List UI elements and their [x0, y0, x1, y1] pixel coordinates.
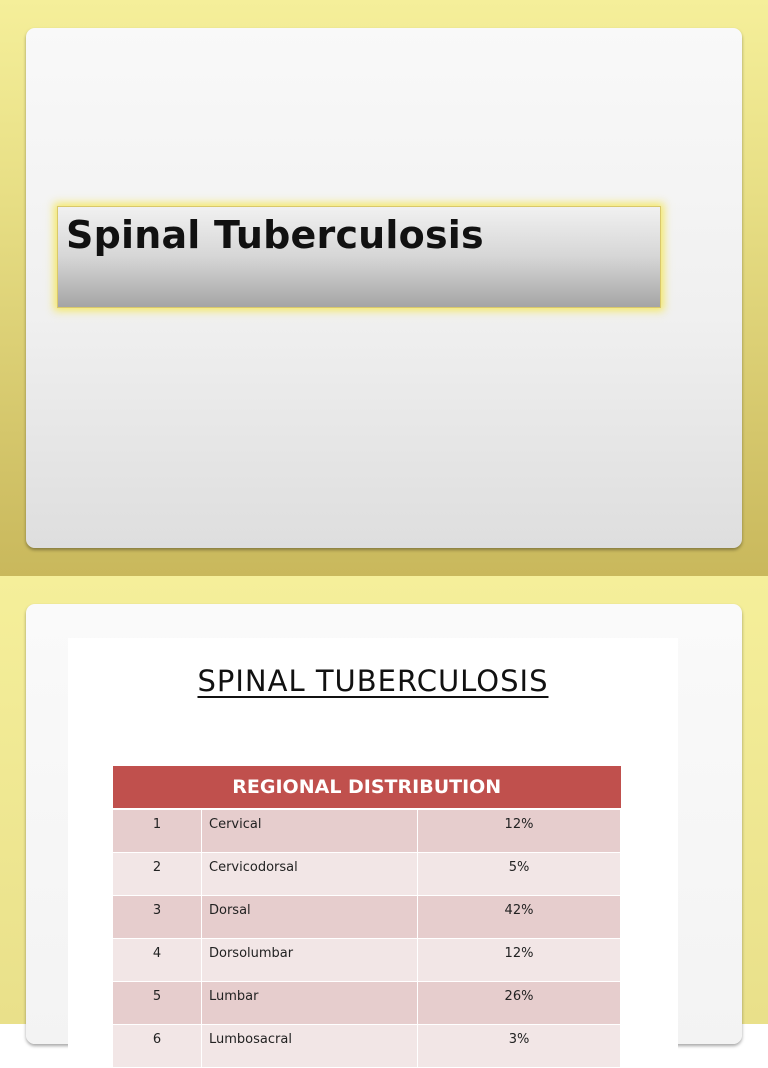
- row-percent: 12%: [418, 809, 621, 853]
- row-number: 5: [113, 982, 202, 1025]
- table-row: [113, 896, 621, 939]
- row-region: Lumbosacral: [202, 1025, 418, 1068]
- row-percent: 26%: [418, 982, 621, 1025]
- slide-2-content: [68, 638, 678, 1058]
- table-header: REGIONAL DISTRIBUTION: [113, 766, 621, 809]
- row-number: 3: [113, 896, 202, 939]
- table-row: [113, 982, 621, 1025]
- slide-1[interactable]: [26, 28, 742, 548]
- row-number: 2: [113, 853, 202, 896]
- table-header-row: [113, 766, 621, 809]
- regional-distribution-table: [113, 766, 621, 1068]
- row-percent: 42%: [418, 896, 621, 939]
- title-box: [57, 206, 661, 308]
- row-percent: 12%: [418, 939, 621, 982]
- row-number: 6: [113, 1025, 202, 1068]
- row-region: Cervicodorsal: [202, 853, 418, 896]
- slide-title: Spinal Tuberculosis: [66, 213, 484, 257]
- slide-2-heading: [68, 664, 678, 698]
- row-region: Lumbar: [202, 982, 418, 1025]
- table-row: [113, 939, 621, 982]
- slide-2[interactable]: [26, 604, 742, 1047]
- row-percent: 5%: [418, 853, 621, 896]
- row-region: Dorsal: [202, 896, 418, 939]
- table-row: [113, 853, 621, 896]
- row-percent: 3%: [418, 1025, 621, 1068]
- table-row: [113, 809, 621, 853]
- table-row: [113, 1025, 621, 1068]
- row-number: 4: [113, 939, 202, 982]
- row-region: Dorsolumbar: [202, 939, 418, 982]
- row-region: Cervical: [202, 809, 418, 853]
- slide-2-heading-text: SPINAL TUBERCULOSIS: [197, 664, 549, 698]
- row-number: 1: [113, 809, 202, 853]
